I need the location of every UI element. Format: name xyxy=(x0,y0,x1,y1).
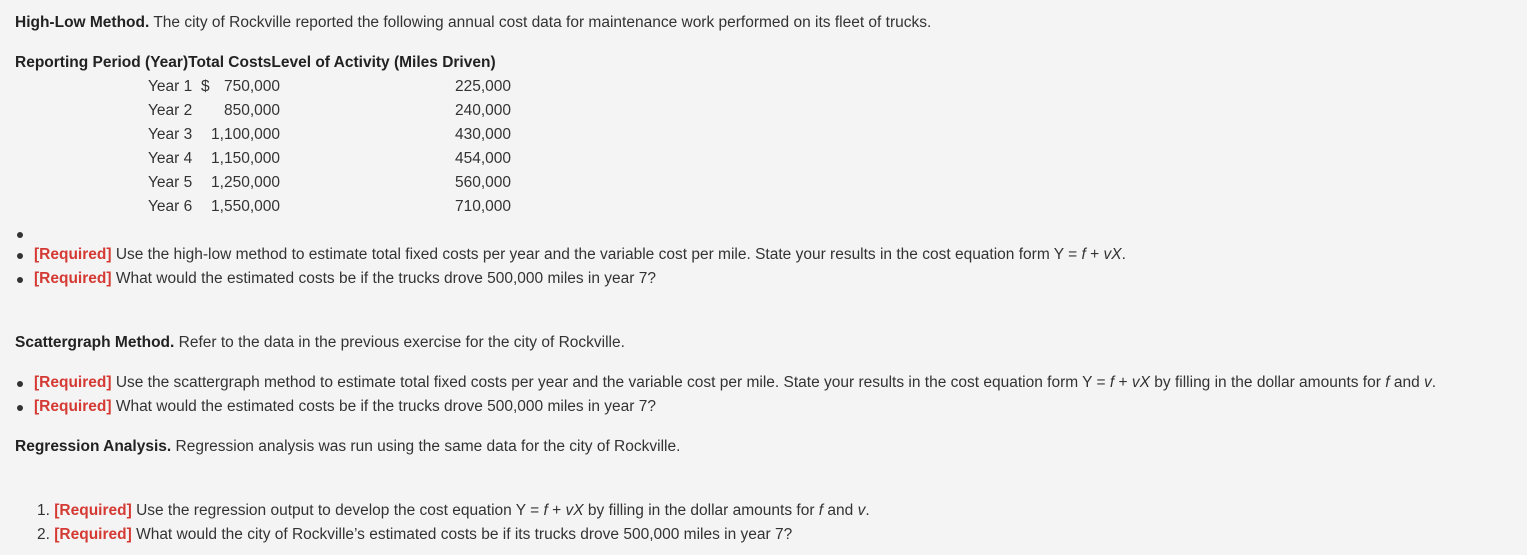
period-cell: Year 5 xyxy=(148,174,193,191)
task-text: Use the high-low method to estimate total fixed costs per year and the variable cost per mile. State your results in the cost equation form Y = xyxy=(115,246,1082,263)
task-text: What would the estimated costs be if the trucks drove 500,000 miles in year 7? xyxy=(115,270,657,287)
high-low-task-1 xyxy=(34,246,1126,264)
table-header-row xyxy=(15,54,496,72)
period-cell: Year 1 xyxy=(148,78,193,95)
var-f: f xyxy=(1385,374,1390,391)
cost-cell: 1,250,000 xyxy=(211,174,280,191)
cost-cell: 1,100,000 xyxy=(211,126,280,143)
period-cell: Year 2 xyxy=(148,102,193,119)
task-text: and xyxy=(1389,374,1424,391)
high-low-heading: High-Low Method. xyxy=(15,14,150,31)
regression-paragraph xyxy=(15,438,680,456)
required-tag: [Required] xyxy=(34,374,112,391)
header-costs: Total Costs xyxy=(188,54,272,71)
bullet xyxy=(17,381,23,387)
required-tag: [Required] xyxy=(54,502,132,519)
miles-cell: 240,000 xyxy=(454,102,511,119)
task-text: and xyxy=(823,502,858,519)
bullet xyxy=(17,253,23,259)
task-text: + xyxy=(1114,374,1132,391)
header-activity: Level of Activity (Miles Driven) xyxy=(271,54,496,71)
var-v: v xyxy=(1424,374,1432,391)
list-number: 1. xyxy=(37,502,50,519)
regression-heading: Regression Analysis. xyxy=(15,438,172,455)
required-tag: [Required] xyxy=(34,398,112,415)
cost-cell: 750,000 xyxy=(223,78,280,95)
miles-cell: 560,000 xyxy=(454,174,511,191)
cost-cell: 850,000 xyxy=(223,102,280,119)
scattergraph-task-1 xyxy=(34,374,1436,392)
high-low-task-2 xyxy=(34,270,656,288)
regression-task-2 xyxy=(37,526,792,544)
period-cell: Year 6 xyxy=(148,198,193,215)
task-text: + xyxy=(1085,246,1104,263)
task-text: . xyxy=(1431,374,1437,391)
miles-cell: 710,000 xyxy=(454,198,511,215)
task-text: Use the scattergraph method to estimate total fixed costs per year and the variable cost per mile. State your results in the cost equation form Y = xyxy=(115,374,1110,391)
scattergraph-intro: Refer to the data in the previous exercise for the city of Rockville. xyxy=(178,334,625,351)
task-text: . xyxy=(865,502,870,519)
miles-cell: 454,000 xyxy=(454,150,511,167)
var-vx: vX xyxy=(1103,246,1122,263)
period-cell: Year 3 xyxy=(148,126,193,143)
empty-bullet xyxy=(17,232,23,238)
var-v: v xyxy=(857,502,866,519)
var-f: f xyxy=(1109,374,1115,391)
task-text: by filling in the dollar amounts for xyxy=(1150,374,1386,391)
miles-cell: 430,000 xyxy=(454,126,511,143)
var-vx: vX xyxy=(565,502,584,519)
required-tag: [Required] xyxy=(54,526,132,543)
var-f: f xyxy=(543,502,548,519)
period-cell: Year 4 xyxy=(148,150,193,167)
header-period: Reporting Period (Year) xyxy=(15,54,189,71)
high-low-paragraph xyxy=(15,14,931,32)
cost-cell: 1,150,000 xyxy=(211,150,280,167)
var-vx: vX xyxy=(1131,374,1150,391)
regression-task-1 xyxy=(37,502,870,520)
high-low-intro: The city of Rockville reported the following annual cost data for maintenance work performed on its fleet of trucks. xyxy=(153,14,932,31)
var-f: f xyxy=(1081,246,1086,263)
miles-cell: 225,000 xyxy=(454,78,511,95)
scattergraph-heading: Scattergraph Method. xyxy=(15,334,175,351)
task-text: Use the regression output to develop the cost equation Y = xyxy=(136,502,544,519)
bullet xyxy=(17,405,23,411)
regression-intro: Regression analysis was run using the same data for the city of Rockville. xyxy=(175,438,681,455)
task-text: What would the estimated costs be if the trucks drove 500,000 miles in year 7? xyxy=(115,398,657,415)
required-tag: [Required] xyxy=(34,246,112,263)
bullet xyxy=(17,277,23,283)
task-text: What would the city of Rockville’s estimated costs be if its trucks drove 500,000 miles in year 7? xyxy=(136,526,793,543)
scattergraph-paragraph xyxy=(15,334,625,352)
task-text: by filling in the dollar amounts for xyxy=(583,502,819,519)
required-tag: [Required] xyxy=(34,270,112,287)
task-text: . xyxy=(1121,246,1126,263)
var-f: f xyxy=(818,502,824,519)
currency-symbol: $ xyxy=(201,78,210,95)
task-text: + xyxy=(547,502,566,519)
scattergraph-task-2 xyxy=(34,398,656,416)
cost-cell: 1,550,000 xyxy=(211,198,280,215)
list-number: 2. xyxy=(37,526,50,543)
